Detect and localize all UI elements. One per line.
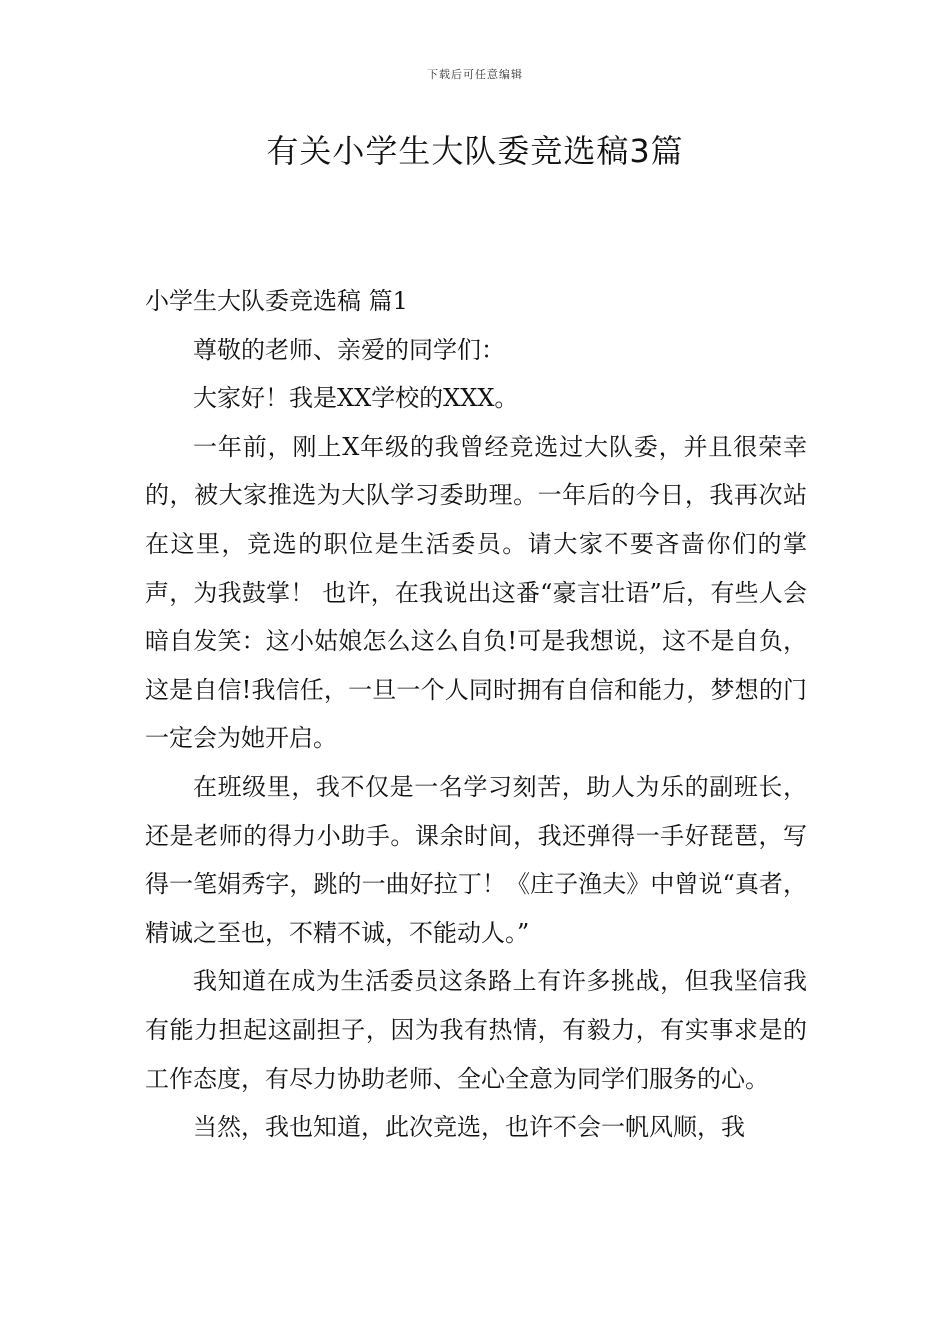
salutation-paragraph: 尊敬的老师、亲爱的同学们： bbox=[193, 335, 505, 364]
body-paragraph: 当然，我也知道，此次竞选，也许不会一帆风顺，我 bbox=[193, 1113, 745, 1142]
body-paragraph: 我知道在成为生活委员这条路上有许多挑战，但我坚信我有能力担起这副担子，因为我有热情，有毅力，有实事求是的工作态度，有尽力协助老师、全心全意为同学们服务的心。 bbox=[145, 967, 807, 1093]
header-note: 下载后可任意编辑 bbox=[427, 68, 523, 81]
body-paragraph: 一年前，刚上X年级的我曾经竞选过大队委，并且很荣幸的，被大家推选为大队学习委助理。一年后的今日，我再次站在这里，竞选的职位是生活委员。请大家不要吝啬你们的掌声，为我鼓掌！ 也许，在我说出这番“豪言壮语”后，有些人会暗自发笑：这小姑娘怎么这么自负!可是我想说，这不是自负，这是自信!我信任，一旦一个人同时拥有自信和能力，梦想的门一定会为她开启。 bbox=[145, 432, 807, 753]
greeting-paragraph: 大家好！我是XX学校的XXX。 bbox=[193, 384, 519, 413]
body-paragraph: 在班级里，我不仅是一名学习刻苦，助人为乐的副班长，还是老师的得力小助手。课余时间，我还弹得一手好琵琶，写得一笔娟秀字，跳的一曲好拉丁！《庄子渔夫》中曾说“真者，精诚之至也，不精不诚，不能动人。” bbox=[145, 772, 807, 947]
document-title: 有关小学生大队委竞选稿3篇 bbox=[266, 132, 684, 170]
document-body bbox=[145, 277, 807, 1152]
section-heading: 小学生大队委竞选稿 篇1 bbox=[145, 287, 408, 315]
